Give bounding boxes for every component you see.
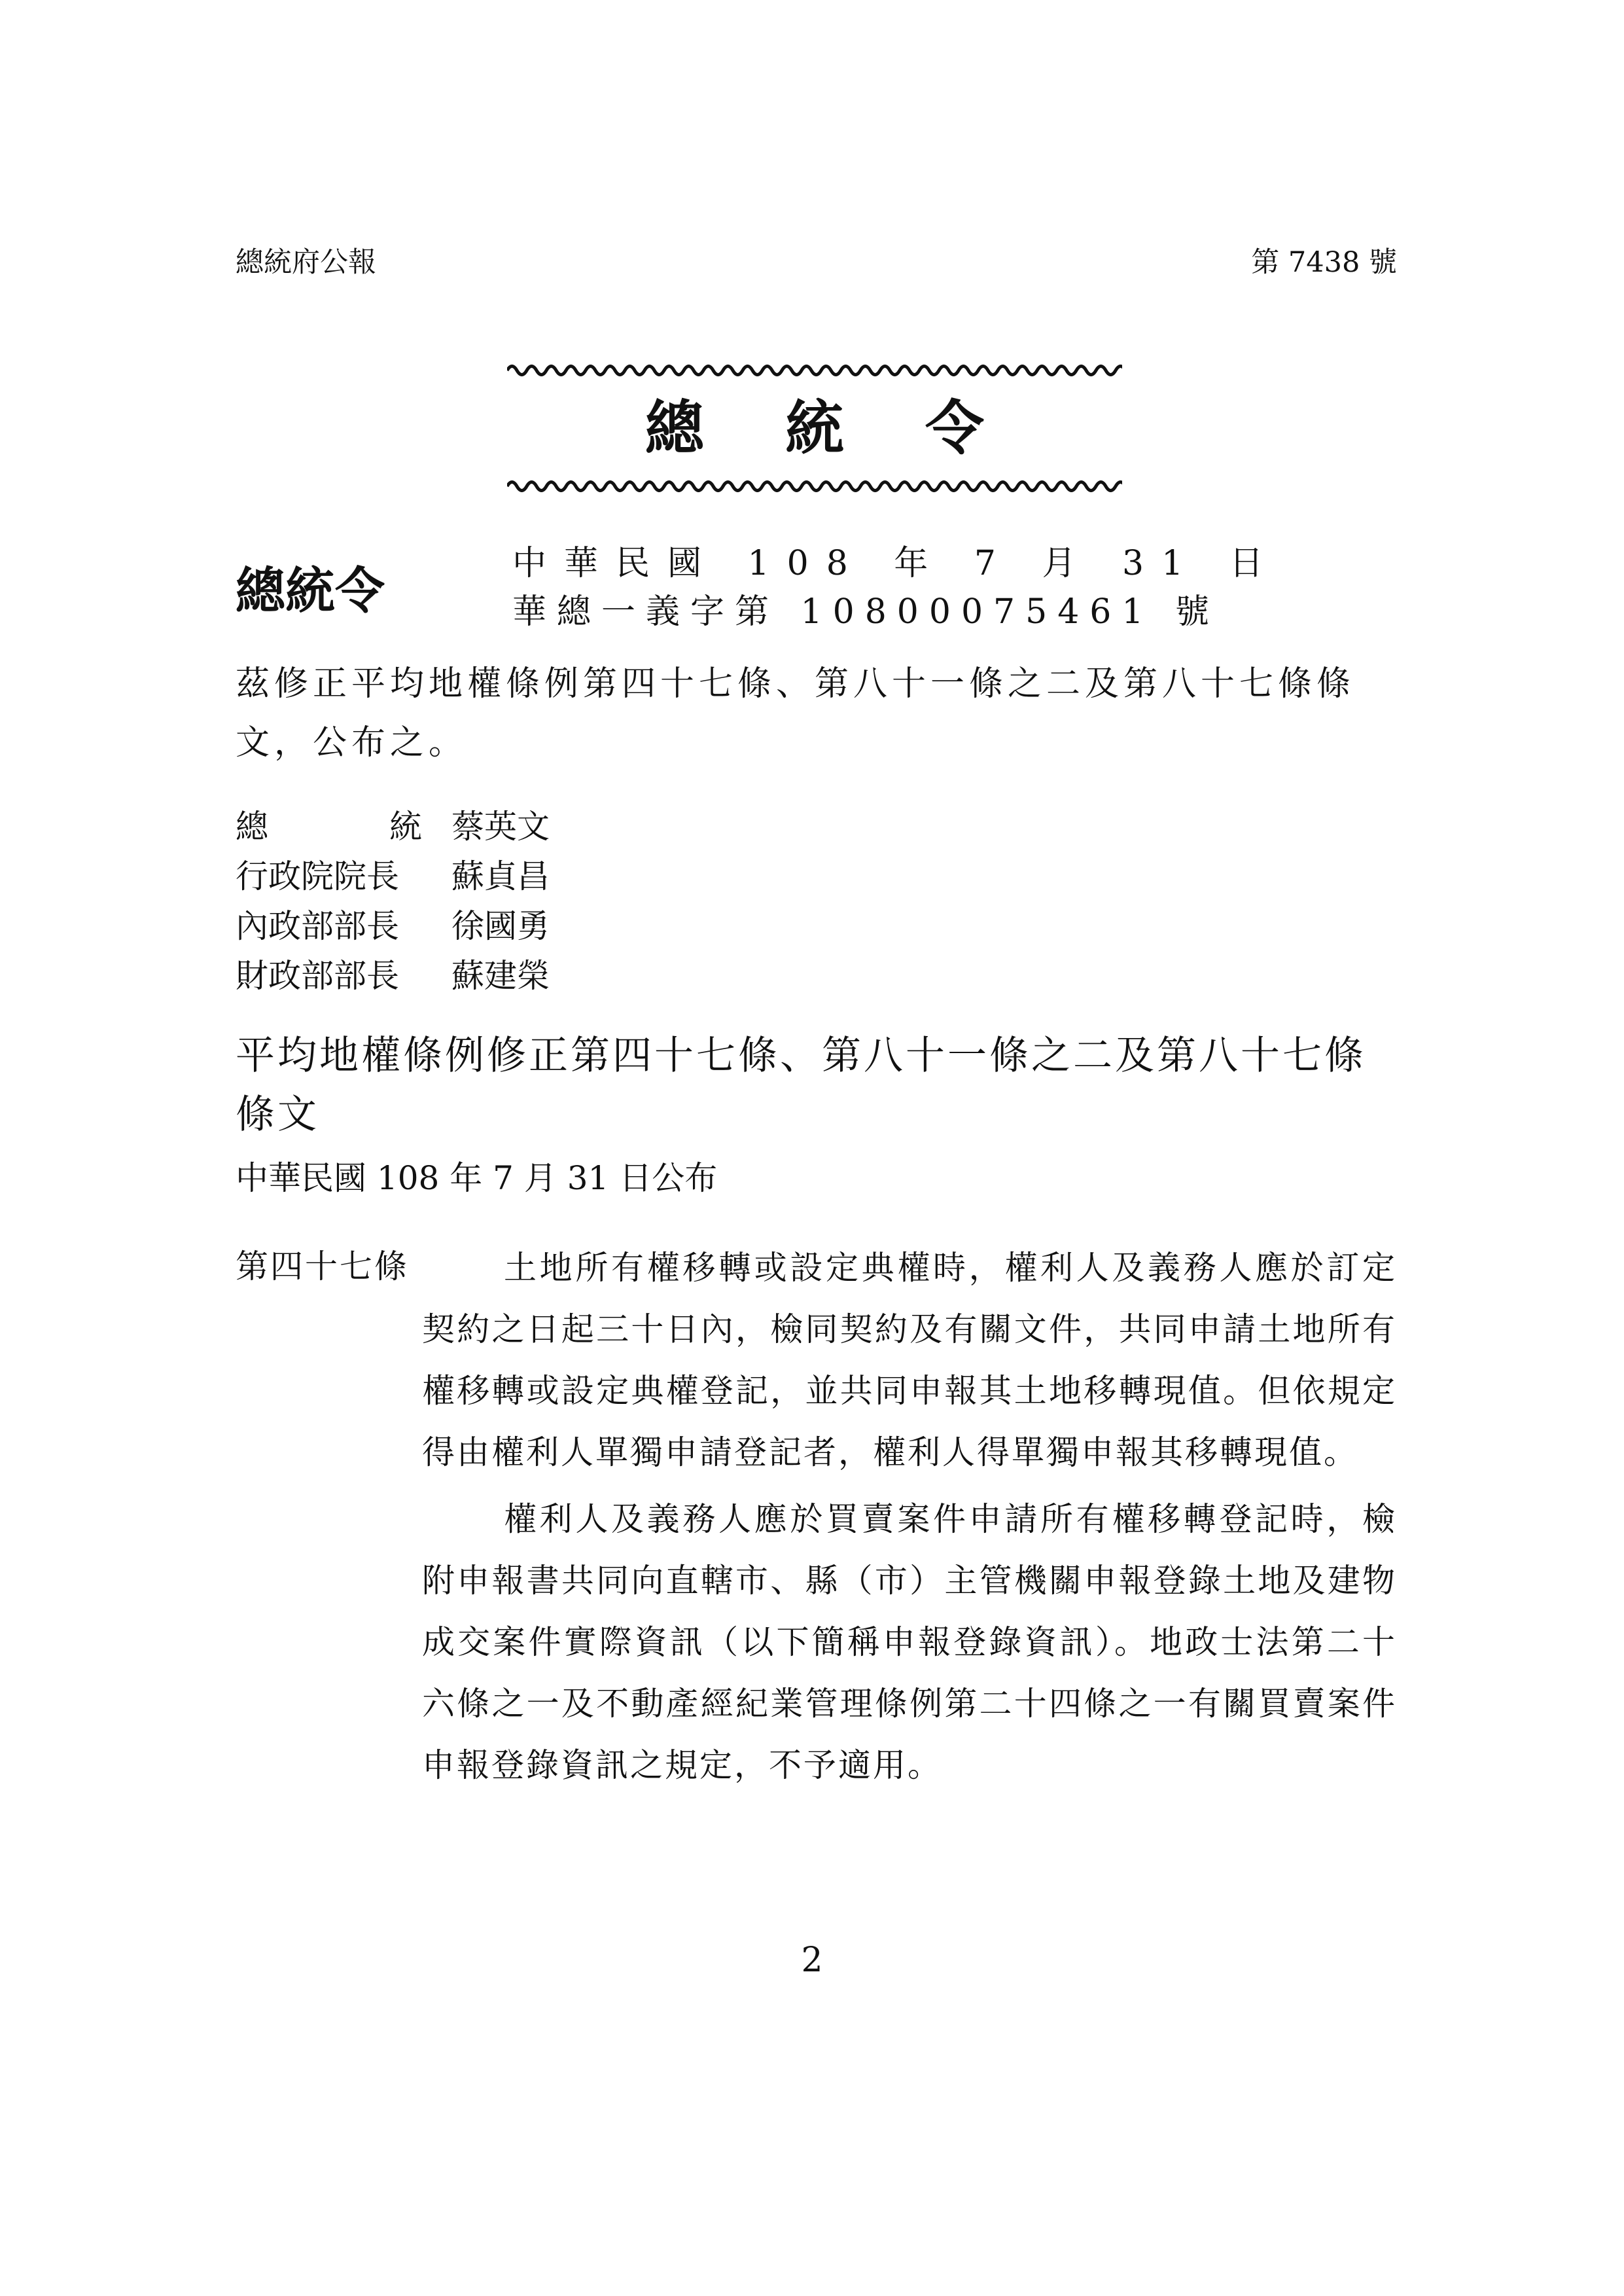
publication-name: 總統府公報	[236, 246, 376, 279]
order-label: 總統令	[236, 562, 385, 620]
signatory-title: 內政部部長	[236, 907, 399, 945]
order-date: 中華民國 108 年 7 月 31 日	[512, 544, 1281, 583]
article-paragraph: 土地所有權移轉或設定典權時，權利人及義務人應於訂定契約之日起三十日內，檢同契約及有關文件，共同申請土地所有權移轉或設定典權登記，並共同申報其土地移轉現值。但依規定得由權利人單獨申請登記者，權利人得單獨申報其移轉現值。	[422, 1249, 1397, 1471]
law-title: 平均地權條例修正第四十七條、第八十一條之二及第八十七條條文	[236, 1033, 1366, 1138]
wavy-rule-bottom	[507, 475, 1122, 498]
promulgation-date: 中華民國 108 年 7 月 31 日公布	[236, 1159, 718, 1197]
signatory-row	[236, 852, 550, 901]
order-document-number: 華總一義字第 10800075461 號	[512, 592, 1220, 632]
signatory-row	[236, 951, 550, 1001]
signatory-name: 徐國勇	[451, 907, 550, 945]
signatory-title: 財政部部長	[236, 957, 399, 995]
wavy-rule-top	[507, 359, 1122, 382]
article-paragraph: 權利人及義務人應於買賣案件申請所有權移轉登記時，檢附申報書共同向直轄市、縣（市）主管機關申報登錄土地及建物成交案件實際資訊（以下簡稱申報登錄資訊）。地政士法第二十六條之一及不動產經紀業管理條例第二十四條之一有關買賣案件申報登錄資訊之規定，不予適用。	[422, 1500, 1397, 1784]
issue-number: 第 7438 號	[1251, 246, 1397, 279]
signatory-title	[236, 802, 422, 852]
banner-title	[507, 386, 1122, 471]
banner-char: 統	[785, 394, 844, 463]
signatory-name: 蘇建榮	[451, 957, 550, 995]
banner-char: 令	[925, 394, 984, 463]
order-lead-text: 茲修正平均地權條例第四十七條、第八十一條之二及第八十七條條文，公布之。	[236, 664, 1356, 762]
signatory-title-part: 統	[389, 808, 422, 846]
signatory-name: 蘇貞昌	[451, 857, 550, 895]
banner-char: 總	[645, 394, 704, 463]
article-label: 第四十七條	[236, 1247, 409, 1285]
signatory-row	[236, 802, 550, 852]
signatory-title-part: 總	[236, 808, 268, 846]
page-number: 2	[801, 1941, 823, 1980]
signatory-list	[236, 802, 550, 1001]
signatory-row	[236, 901, 550, 951]
article-body	[422, 1237, 1397, 1796]
signatory-name: 蔡英文	[451, 808, 550, 846]
signatory-title: 行政院院長	[236, 857, 399, 895]
